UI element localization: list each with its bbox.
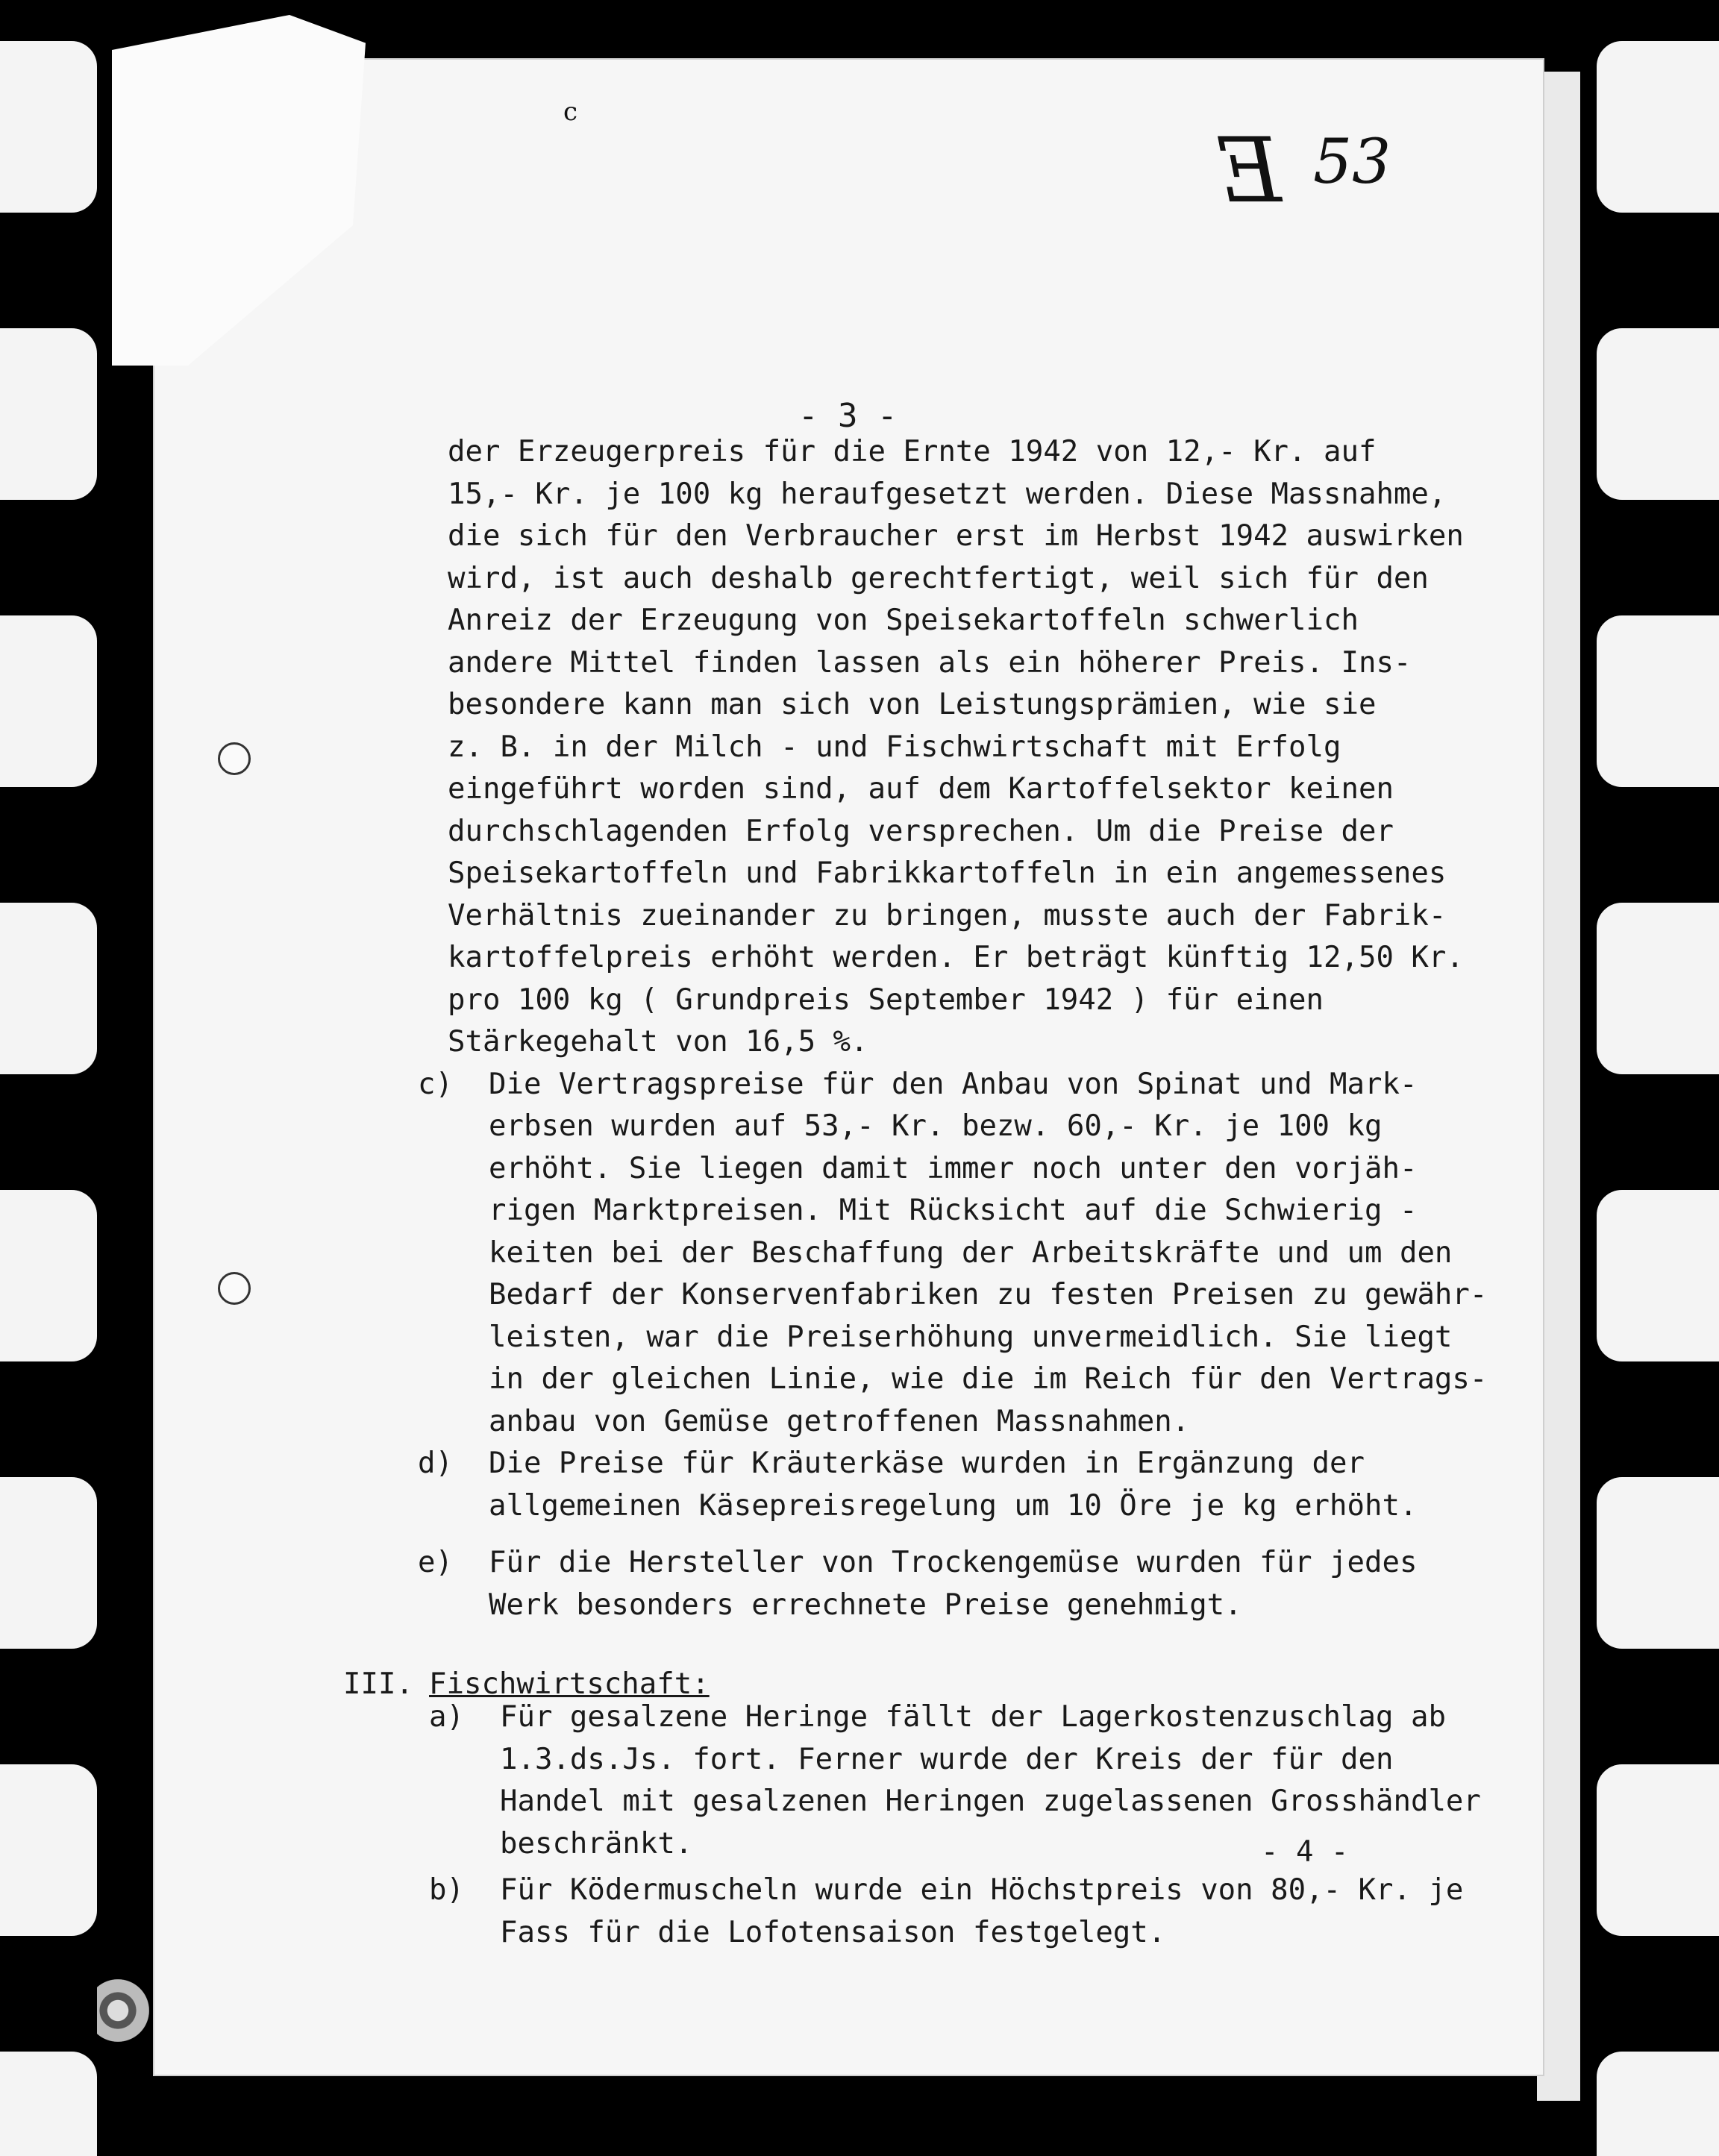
sprocket-hole xyxy=(1597,1764,1719,1936)
text-line: kartoffelpreis erhöht werden. Er beträgt künftig 12,50 Kr. xyxy=(448,941,1464,974)
text-line: andere Mittel finden lassen als ein höherer Preis. Ins- xyxy=(448,645,1412,680)
section-number: III. xyxy=(343,1667,413,1701)
text-line: die sich für den Verbraucher erst im Herbst 1942 auswirken xyxy=(448,519,1464,553)
sprocket-hole xyxy=(0,1764,97,1936)
sprocket-hole xyxy=(0,328,97,500)
sprocket-hole xyxy=(1597,903,1719,1074)
text-line: allgemeinen Käsepreisregelung um 10 Öre je kg erhöht. xyxy=(489,1488,1418,1523)
small-mark: c xyxy=(563,97,578,127)
text-line: Werk besonders errechnete Preise genehmigt. xyxy=(489,1588,1242,1622)
text-line: Stärkegehalt von 16,5 %. xyxy=(448,1025,868,1059)
text-line: Für Ködermuscheln wurde ein Höchstpreis von 80,- Kr. je xyxy=(500,1873,1464,1907)
paragraph-marker: e) xyxy=(418,1546,453,1579)
text-line: erbsen wurden auf 53,- Kr. bezw. 60,- Kr. je 100 kg xyxy=(489,1109,1383,1143)
text-line: keiten bei der Beschaffung der Arbeitskräfte und um den xyxy=(489,1235,1453,1270)
text-line: Verhältnis zueinander zu bringen, musste auch der Fabrik- xyxy=(448,898,1447,933)
text-line: Fass für die Lofotensaison festgelegt. xyxy=(500,1915,1166,1949)
text-line: leisten, war die Preiserhöhung unvermeidlich. Sie liegt xyxy=(489,1320,1453,1354)
text-line: Handel mit gesalzenen Heringen zugelassenen Grosshändler xyxy=(500,1784,1481,1818)
archive-number-stamp: 53 xyxy=(1313,127,1391,198)
sprocket-hole xyxy=(1597,615,1719,787)
text-line: beschränkt. xyxy=(500,1826,693,1861)
text-line: Die Preise für Kräuterkäse wurden in Ergänzung der xyxy=(489,1447,1365,1480)
text-line: Für die Hersteller von Trockengemüse wurden für jedes xyxy=(489,1546,1418,1579)
sprocket-hole xyxy=(0,2052,97,2156)
text-line: in der gleichen Linie, wie die im Reich für den Vertrags- xyxy=(489,1362,1488,1396)
text-line: erhöht. Sie liegen damit immer noch unter den vorjäh- xyxy=(489,1151,1418,1185)
next-page-number: - 4 - xyxy=(1261,1835,1349,1869)
text-line: eingeführt worden sind, auf dem Kartoffelsektor keinen xyxy=(448,772,1394,806)
text-line: wird, ist auch deshalb gerechtfertigt, weil sich für den xyxy=(448,561,1429,595)
paragraph-marker: c) xyxy=(418,1067,453,1101)
text-line: Für gesalzene Heringe fällt der Lagerkostenzuschlag ab xyxy=(500,1700,1446,1734)
text-line: Die Vertragspreise für den Anbau von Spinat und Mark- xyxy=(489,1067,1418,1101)
film-blemish xyxy=(97,1969,149,2052)
text-line: Speisekartoffeln und Fabrikkartoffeln in ein angemessenes xyxy=(448,856,1447,890)
punch-hole xyxy=(218,1272,251,1305)
sprocket-hole xyxy=(1597,328,1719,500)
section-heading: Fischwirtschaft: xyxy=(429,1667,710,1701)
item-marker: a) xyxy=(429,1700,464,1734)
text-line: pro 100 kg ( Grundpreis September 1942 ) für einen xyxy=(448,983,1324,1017)
page-number: - 3 - xyxy=(798,397,898,435)
text-line: 15,- Kr. je 100 kg heraufgesetzt werden. Diese Massnahme, xyxy=(448,477,1447,511)
text-line: rigen Marktpreisen. Mit Rücksicht auf die Schwierig - xyxy=(489,1194,1418,1227)
text-line: durchschlagenden Erfolg versprechen. Um die Preise der xyxy=(448,814,1394,848)
sprocket-hole xyxy=(0,1190,97,1361)
text-line: Anreiz der Erzeugung von Speisekartoffeln schwerlich xyxy=(448,604,1359,637)
archive-letter-stamp: E xyxy=(1216,119,1282,223)
sprocket-hole xyxy=(1597,1190,1719,1361)
text-line: der Erzeugerpreis für die Ernte 1942 von 12,- Kr. auf xyxy=(448,435,1377,469)
sprocket-hole xyxy=(1597,2052,1719,2156)
sprocket-hole xyxy=(0,41,97,213)
punch-hole xyxy=(218,742,251,775)
paragraph-marker: d) xyxy=(418,1447,453,1480)
item-marker: b) xyxy=(429,1873,464,1907)
text-line: Bedarf der Konservenfabriken zu festen Preisen zu gewähr- xyxy=(489,1278,1488,1312)
text-line: 1.3.ds.Js. fort. Ferner wurde der Kreis der für den xyxy=(500,1742,1394,1776)
sprocket-hole xyxy=(0,615,97,787)
sprocket-hole xyxy=(1597,1477,1719,1649)
sprocket-hole xyxy=(1597,41,1719,213)
text-line: z. B. in der Milch - und Fischwirtschaft mit Erfolg xyxy=(448,730,1341,764)
text-line: anbau von Gemüse getroffenen Massnahmen. xyxy=(489,1404,1190,1438)
text-line: besondere kann man sich von Leistungsprämien, wie sie xyxy=(448,688,1377,721)
sprocket-hole xyxy=(0,1477,97,1649)
sprocket-hole xyxy=(0,903,97,1074)
